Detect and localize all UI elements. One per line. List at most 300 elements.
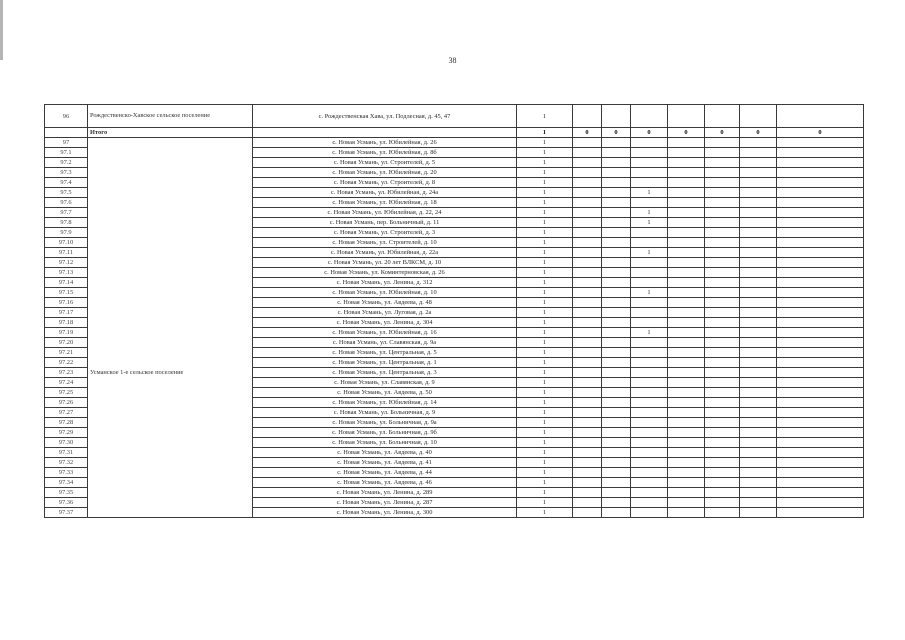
value-cell: 1: [517, 508, 573, 518]
value-cell: [740, 208, 777, 218]
value-cell: [631, 138, 668, 148]
value-cell: [602, 105, 631, 128]
value-cell: 1: [517, 138, 573, 148]
value-cell: [668, 388, 705, 398]
value-cell: [668, 488, 705, 498]
value-cell: [631, 418, 668, 428]
value-cell: [668, 168, 705, 178]
value-cell: [777, 168, 864, 178]
value-cell: [705, 168, 740, 178]
value-cell: 1: [517, 338, 573, 348]
value-cell: 1: [517, 288, 573, 298]
value-cell: [740, 448, 777, 458]
value-cell: [573, 168, 602, 178]
value-cell: 1: [517, 105, 573, 128]
value-cell: [705, 358, 740, 368]
value-cell: 0: [602, 128, 631, 138]
value-cell: 1: [631, 208, 668, 218]
value-cell: 1: [517, 178, 573, 188]
value-cell: 0: [705, 128, 740, 138]
value-cell: [602, 218, 631, 228]
value-cell: [573, 388, 602, 398]
value-cell: [602, 168, 631, 178]
value-cell: [705, 248, 740, 258]
value-cell: 1: [517, 278, 573, 288]
address-cell: с. Новая Усмань, ул. Славянская, д. 9а: [253, 338, 517, 348]
row-number: 97.12: [45, 258, 88, 268]
address-cell: с. Новая Усмань, ул. Юбилейная, д. 14: [253, 398, 517, 408]
value-cell: [631, 358, 668, 368]
value-cell: [705, 508, 740, 518]
value-cell: [777, 238, 864, 248]
address-cell: с. Новая Усмань, ул. Ленина, д. 300: [253, 508, 517, 518]
row-number: 97.2: [45, 158, 88, 168]
value-cell: [705, 198, 740, 208]
value-cell: [573, 438, 602, 448]
row-number: 97.1: [45, 148, 88, 158]
value-cell: [602, 498, 631, 508]
value-cell: [602, 158, 631, 168]
value-cell: [668, 378, 705, 388]
value-cell: [668, 218, 705, 228]
row-number: 97.14: [45, 278, 88, 288]
value-cell: [777, 288, 864, 298]
value-cell: [631, 348, 668, 358]
value-cell: [573, 188, 602, 198]
value-cell: [740, 388, 777, 398]
value-cell: [705, 318, 740, 328]
value-cell: [777, 478, 864, 488]
value-cell: [602, 308, 631, 318]
value-cell: [668, 198, 705, 208]
value-cell: [668, 228, 705, 238]
value-cell: [777, 358, 864, 368]
address-cell: с. Новая Усмань, ул. Юбилейная, д. 26: [253, 138, 517, 148]
value-cell: [705, 298, 740, 308]
value-cell: 0: [740, 128, 777, 138]
address-cell: с. Новая Усмань, ул. Ленина, д. 289: [253, 488, 517, 498]
value-cell: [573, 198, 602, 208]
value-cell: [602, 138, 631, 148]
value-cell: [602, 348, 631, 358]
value-cell: [668, 248, 705, 258]
value-cell: [740, 298, 777, 308]
row-number: 97.31: [45, 448, 88, 458]
value-cell: 1: [517, 218, 573, 228]
address-cell: с. Новая Усмань, ул. Ленина, д. 287: [253, 498, 517, 508]
value-cell: [573, 498, 602, 508]
address-cell: с. Новая Усмань, ул. Строителей, д. 5: [253, 158, 517, 168]
value-cell: 1: [631, 288, 668, 298]
value-cell: [631, 278, 668, 288]
value-cell: [631, 178, 668, 188]
value-cell: 1: [517, 438, 573, 448]
value-cell: [740, 188, 777, 198]
value-cell: [631, 468, 668, 478]
address-cell: с. Новая Усмань, ул. Больничная, д. 9: [253, 408, 517, 418]
value-cell: 0: [573, 128, 602, 138]
address-cell: с. Новая Усмань, ул. Центральная, д. 3: [253, 368, 517, 378]
value-cell: [740, 238, 777, 248]
row-number: 97.32: [45, 458, 88, 468]
value-cell: [602, 268, 631, 278]
value-cell: [777, 148, 864, 158]
value-cell: [740, 468, 777, 478]
value-cell: [668, 105, 705, 128]
value-cell: [705, 398, 740, 408]
value-cell: [573, 448, 602, 458]
address-cell: с. Новая Усмань, ул. Центральная, д. 5: [253, 348, 517, 358]
value-cell: [740, 218, 777, 228]
address-cell: с. Новая Усмань, ул. Славянская, д. 9: [253, 378, 517, 388]
value-cell: [602, 458, 631, 468]
row-number: 97.7: [45, 208, 88, 218]
address-cell: с. Новая Усмань, ул. Юбилейная, д. 16: [253, 328, 517, 338]
value-cell: [573, 268, 602, 278]
value-cell: [631, 238, 668, 248]
table-row: [45, 138, 864, 148]
value-cell: 1: [517, 148, 573, 158]
value-cell: 1: [517, 458, 573, 468]
value-cell: [740, 488, 777, 498]
value-cell: [668, 268, 705, 278]
value-cell: [573, 278, 602, 288]
value-cell: [705, 408, 740, 418]
value-cell: [573, 308, 602, 318]
address-cell: с. Рождественская Хава, ул. Подлесная, д. 45, 47: [253, 105, 517, 128]
value-cell: [705, 148, 740, 158]
value-cell: [777, 188, 864, 198]
value-cell: [602, 468, 631, 478]
row-number: 97.13: [45, 268, 88, 278]
value-cell: [631, 338, 668, 348]
value-cell: [631, 298, 668, 308]
value-cell: [705, 458, 740, 468]
address-cell: с. Новая Усмань, ул. Ленина, д. 304: [253, 318, 517, 328]
address-cell: с. Новая Усмань, ул. Строителей, д. 3: [253, 228, 517, 238]
value-cell: [705, 105, 740, 128]
value-cell: 1: [517, 448, 573, 458]
value-cell: [740, 148, 777, 158]
value-cell: 1: [517, 368, 573, 378]
value-cell: 1: [517, 298, 573, 308]
value-cell: [777, 448, 864, 458]
value-cell: [573, 508, 602, 518]
value-cell: [631, 448, 668, 458]
address-cell: с. Новая Усмань, ул. Юбилейная, д. 8б: [253, 148, 517, 158]
value-cell: [668, 508, 705, 518]
address-cell: с. Новая Усмань, ул. Авдеева, д. 40: [253, 448, 517, 458]
value-cell: 1: [517, 348, 573, 358]
value-cell: [777, 138, 864, 148]
value-cell: [705, 138, 740, 148]
value-cell: [602, 318, 631, 328]
value-cell: [705, 488, 740, 498]
value-cell: [602, 178, 631, 188]
value-cell: 1: [517, 258, 573, 268]
address-cell: с. Новая Усмань, ул. Авдеева, д. 44: [253, 468, 517, 478]
value-cell: 1: [631, 248, 668, 258]
value-cell: [777, 198, 864, 208]
value-cell: [740, 408, 777, 418]
address-cell: с. Новая Усмань, ул. Больничная, д. 9а: [253, 418, 517, 428]
value-cell: 1: [631, 188, 668, 198]
row-number: 97.18: [45, 318, 88, 328]
value-cell: [631, 198, 668, 208]
value-cell: [777, 398, 864, 408]
value-cell: [668, 328, 705, 338]
value-cell: 1: [517, 268, 573, 278]
value-cell: [705, 258, 740, 268]
value-cell: [740, 308, 777, 318]
value-cell: [705, 368, 740, 378]
row-number: 97.23: [45, 368, 88, 378]
row-number: 97.15: [45, 288, 88, 298]
value-cell: [573, 258, 602, 268]
address-cell: с. Новая Усмань, ул. Строителей, д. 10: [253, 238, 517, 248]
value-cell: [740, 358, 777, 368]
value-cell: [668, 448, 705, 458]
row-number: 97.5: [45, 188, 88, 198]
value-cell: 1: [517, 318, 573, 328]
value-cell: 0: [668, 128, 705, 138]
value-cell: [777, 318, 864, 328]
value-cell: [573, 378, 602, 388]
value-cell: [705, 218, 740, 228]
value-cell: [573, 208, 602, 218]
value-cell: 1: [517, 168, 573, 178]
value-cell: [668, 408, 705, 418]
value-cell: [705, 328, 740, 338]
address-cell: с. Новая Усмань, ул. Юбилейная, д. 22, 24: [253, 208, 517, 218]
value-cell: [573, 488, 602, 498]
row-number: 96: [45, 105, 88, 128]
address-cell: с. Новая Усмань, ул. 20 лет ВЛКСМ, д. 10: [253, 258, 517, 268]
address-cell: с. Новая Усмань, ул. Юбилейная, д. 18: [253, 198, 517, 208]
value-cell: 1: [517, 328, 573, 338]
value-cell: [668, 188, 705, 198]
value-cell: [740, 508, 777, 518]
value-cell: [777, 408, 864, 418]
value-cell: [573, 228, 602, 238]
value-cell: [602, 188, 631, 198]
value-cell: [777, 368, 864, 378]
value-cell: [777, 438, 864, 448]
address-cell: с. Новая Усмань, ул. Ленина, д. 312: [253, 278, 517, 288]
value-cell: [602, 288, 631, 298]
value-cell: [602, 368, 631, 378]
row-number: 97.19: [45, 328, 88, 338]
value-cell: [573, 418, 602, 428]
value-cell: [777, 268, 864, 278]
value-cell: [602, 328, 631, 338]
value-cell: [602, 448, 631, 458]
value-cell: [777, 258, 864, 268]
address-cell: с. Новая Усмань, ул. Юбилейная, д. 22а: [253, 248, 517, 258]
value-cell: [740, 105, 777, 128]
value-cell: [602, 478, 631, 488]
value-cell: [602, 238, 631, 248]
value-cell: [573, 338, 602, 348]
row-number: 97.3: [45, 168, 88, 178]
address-cell: с. Новая Усмань, ул. Юбилейная, д. 10: [253, 288, 517, 298]
address-cell: с. Новая Усмань, пер. Больничный, д. 11: [253, 218, 517, 228]
value-cell: 1: [517, 238, 573, 248]
value-cell: [602, 148, 631, 158]
value-cell: [602, 388, 631, 398]
value-cell: [777, 468, 864, 478]
value-cell: [705, 348, 740, 358]
value-cell: 1: [517, 158, 573, 168]
value-cell: [740, 158, 777, 168]
row-number: 97.8: [45, 218, 88, 228]
value-cell: [740, 478, 777, 488]
value-cell: [705, 188, 740, 198]
settlement-name: Рождественско-Хавское сельское поселение: [88, 105, 253, 128]
value-cell: 1: [517, 228, 573, 238]
value-cell: [668, 158, 705, 168]
row-number: 97.16: [45, 298, 88, 308]
value-cell: [573, 348, 602, 358]
value-cell: [705, 158, 740, 168]
row-number: 97.35: [45, 488, 88, 498]
value-cell: [631, 398, 668, 408]
address-cell: с. Новая Усмань, ул. Луговая, д. 2а: [253, 308, 517, 318]
settlement-name: Усманское 1-е сельское поселение: [88, 138, 253, 518]
value-cell: 0: [631, 128, 668, 138]
value-cell: [668, 318, 705, 328]
row-number-empty: [45, 128, 88, 138]
value-cell: [668, 458, 705, 468]
value-cell: [668, 348, 705, 358]
value-cell: [668, 278, 705, 288]
value-cell: [573, 218, 602, 228]
value-cell: [740, 398, 777, 408]
address-cell-empty: [253, 128, 517, 138]
value-cell: [602, 228, 631, 238]
row-number: 97.21: [45, 348, 88, 358]
value-cell: [740, 458, 777, 468]
value-cell: [740, 138, 777, 148]
value-cell: [777, 498, 864, 508]
value-cell: [777, 458, 864, 468]
value-cell: [668, 478, 705, 488]
value-cell: [573, 478, 602, 488]
value-cell: [705, 378, 740, 388]
value-cell: [740, 378, 777, 388]
value-cell: [602, 418, 631, 428]
row-number: 97.37: [45, 508, 88, 518]
value-cell: [777, 218, 864, 228]
value-cell: [740, 438, 777, 448]
value-cell: [705, 288, 740, 298]
value-cell: [777, 508, 864, 518]
value-cell: [740, 428, 777, 438]
value-cell: [705, 228, 740, 238]
value-cell: [705, 178, 740, 188]
value-cell: [668, 308, 705, 318]
row-number: 97.4: [45, 178, 88, 188]
value-cell: [740, 258, 777, 268]
value-cell: [705, 388, 740, 398]
value-cell: 1: [517, 408, 573, 418]
value-cell: [668, 438, 705, 448]
value-cell: [705, 478, 740, 488]
value-cell: [740, 228, 777, 238]
value-cell: [602, 208, 631, 218]
value-cell: [668, 358, 705, 368]
value-cell: [631, 368, 668, 378]
row-number: 97.22: [45, 358, 88, 368]
address-cell: с. Новая Усмань, ул. Авдеева, д. 41: [253, 458, 517, 468]
address-cell: с. Новая Усмань, ул. Больничная, д. 9б: [253, 428, 517, 438]
value-cell: [602, 278, 631, 288]
value-cell: [740, 178, 777, 188]
value-cell: [573, 248, 602, 258]
value-cell: [705, 338, 740, 348]
value-cell: [573, 238, 602, 248]
value-cell: [631, 148, 668, 158]
value-cell: [668, 398, 705, 408]
address-cell: с. Новая Усмань, ул. Авдеева, д. 50: [253, 388, 517, 398]
value-cell: [740, 288, 777, 298]
value-cell: [573, 178, 602, 188]
row-number: 97.10: [45, 238, 88, 248]
value-cell: [777, 308, 864, 318]
value-cell: [777, 488, 864, 498]
value-cell: 1: [517, 198, 573, 208]
value-cell: [740, 328, 777, 338]
value-cell: [777, 298, 864, 308]
value-cell: [573, 398, 602, 408]
value-cell: [631, 308, 668, 318]
value-cell: [705, 268, 740, 278]
value-cell: [602, 398, 631, 408]
address-cell: с. Новая Усмань, ул. Центральная, д. 1: [253, 358, 517, 368]
value-cell: [668, 208, 705, 218]
value-cell: [740, 318, 777, 328]
value-cell: 1: [517, 428, 573, 438]
value-cell: [740, 338, 777, 348]
value-cell: [631, 438, 668, 448]
page-edge-shadow: [0, 0, 3, 60]
value-cell: [631, 168, 668, 178]
value-cell: [602, 378, 631, 388]
value-cell: [573, 158, 602, 168]
register-table: [44, 104, 864, 518]
value-cell: [573, 458, 602, 468]
value-cell: [777, 418, 864, 428]
value-cell: 1: [517, 398, 573, 408]
value-cell: [573, 468, 602, 478]
value-cell: [631, 378, 668, 388]
value-cell: [631, 498, 668, 508]
value-cell: [573, 318, 602, 328]
value-cell: [631, 268, 668, 278]
value-cell: 1: [517, 248, 573, 258]
value-cell: [777, 208, 864, 218]
address-cell: с. Новая Усмань, ул. Строителей, д. 8: [253, 178, 517, 188]
row-number: 97.30: [45, 438, 88, 448]
value-cell: [631, 228, 668, 238]
value-cell: 1: [517, 468, 573, 478]
value-cell: [777, 105, 864, 128]
value-cell: [740, 168, 777, 178]
value-cell: [668, 258, 705, 268]
value-cell: [705, 278, 740, 288]
row-number: 97.25: [45, 388, 88, 398]
value-cell: 1: [517, 388, 573, 398]
